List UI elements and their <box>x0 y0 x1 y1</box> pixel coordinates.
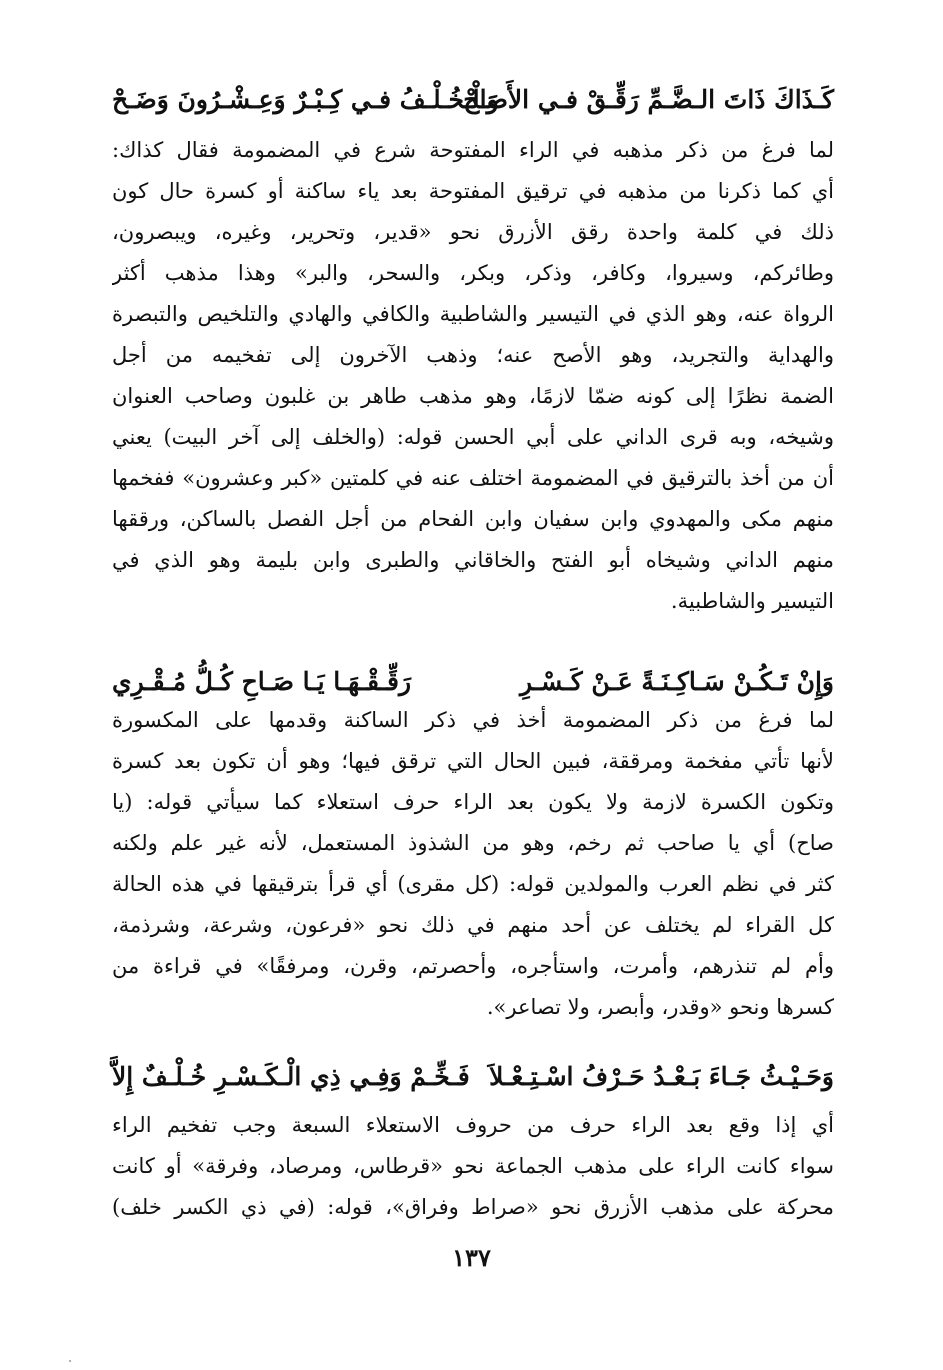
text-line: أي كما ذكرنا من مذهبه في ترقيق المفتوحة بعد ياء ساكنة أو كسرة حال كون <box>112 179 834 203</box>
text-line: الرواة عنه، وهو الذي في التيسير والشاطبية والكافي والهادي والتلخيص والتبصرة <box>112 302 834 326</box>
text-line: منهم الداني وشيخاه أبو الفتح والخاقاني والطبرى وابن بليمة وهو الذي في <box>112 548 834 572</box>
commentary-paragraph-1 <box>112 130 834 622</box>
verse-2-second-hemistich: رَقِّـقْـهَـا يَـا صَـاحِ كُـلُّ مُـقْـرِي <box>112 667 412 696</box>
commentary-paragraph-2 <box>112 700 834 1028</box>
text-line: التيسير والشاطبية. <box>670 589 834 613</box>
verse-line-1 <box>112 75 834 125</box>
text-line: الضمة نظرًا إلى كونه ضمّا لازمًا، وهو مذهب طاهر بن غلبون وصاحب العنوان <box>112 384 834 408</box>
verse-3-second-hemistich: فَـخِّـمْ وَفِـي ذِي الْـكَـسْـرِ خُـلْـفٌ إِلاَّ <box>112 1062 470 1091</box>
text-line: وطائركم، وسيروا، وكافر، وذكر، وبكر، والسحر، والبر» وهذا مذهب أكثر <box>112 261 834 285</box>
text-line: لأنها تأتي مفخمة ومرققة، فبين الحال التي ترقق فيها؛ وهو أن تكون بعد كسرة <box>112 749 834 773</box>
text-line: وتكون الكسرة لازمة ولا يكون بعد الراء حرف استعلاء كما سيأتي قوله: (يا <box>112 790 834 814</box>
verse-1-first-hemistich: كَـذَاكَ ذَاتَ الـضَّـمِّ رَقِّـقْ فـي الأَصَـحْ <box>463 85 834 114</box>
text-line: أي إذا وقع بعد الراء حرف من حروف الاستعلاء السبعة وجب تفخيم الراء <box>112 1113 834 1137</box>
verse-1-second-hemistich: وَالْـخُـلْـفُ فـي كِـبْـرٌ وَعِـشْـرُونَ وَضَـحْ <box>112 85 499 114</box>
text-line: كثر في نظم العرب والمولدين قوله: (كل مقرى) أي قرأ بترقيقها في هذه الحالة <box>112 872 834 896</box>
verse-3-first-hemistich: وَحَـيْـثُ جَـاءَ بَـعْـدُ حَـرْفُ اسْـتِـعْـلاَ <box>489 1062 834 1091</box>
verse-line-3 <box>112 1052 834 1102</box>
text-line: كل القراء لم يختلف عن أحد منهم في ذلك نحو «فرعون، وشرعة، وشرذمة، <box>112 913 834 937</box>
text-line: صاح) أي يا صاحب ثم رخم، وهو من الشذوذ المستعمل، لأنه غير علم ولكنه <box>112 831 834 855</box>
text-line: لما فرغ من ذكر مذهبه في الراء المفتوحة شرع في المضمومة فقال كذاك: <box>112 138 834 162</box>
text-line: منهم مكى والمهدوي وابن سفيان وابن الفحام من أجل الفصل بالساكن، ورققها <box>112 507 834 531</box>
verse-2-first-hemistich: وَإِنْ تَـكُـنْ سَـاكِـنَـةً عَـنْ كَـسْـرِ <box>520 667 834 696</box>
text-line: محركة على مذهب الأزرق نحو «صراط وفراق»، قوله: (في ذي الكسر خلف) <box>112 1195 834 1219</box>
text-line: لما فرغ من ذكر المضمومة أخذ في ذكر الساكنة وقدمها على المكسورة <box>112 708 834 732</box>
text-line: وشيخه، وبه قرى الداني على أبي الحسن قوله: (والخلف إلى آخر البيت) يعني <box>112 425 834 449</box>
text-line: وأم لم تنذرهم، وأمرت، واستأجره، وأحصرتم، وقرن، ومرفقًا» في قراءة من <box>112 954 834 978</box>
page-number: ١٣٧ <box>452 1243 491 1272</box>
scan-speck <box>69 1360 71 1362</box>
text-line: سواء كانت الراء على مذهب الجماعة نحو «قرطاس، ومرصاد، وفرقة» أو كانت <box>112 1154 834 1178</box>
text-line: أن من أخذ بالترقيق في المضمومة اختلف عنه في كلمتين «كبر وعشرون» ففخمها <box>112 466 834 490</box>
text-line: كسرها ونحو «وقدر، وأبصر، ولا تصاعر». <box>486 995 834 1019</box>
commentary-paragraph-3 <box>112 1105 834 1228</box>
text-line: والهداية والتجريد، وهو الأصح عنه؛ وذهب الآخرون إلى تفخيمه من أجل <box>112 343 834 367</box>
text-line: ذلك في كلمة واحدة رقق الأزرق نحو «قدير، وتحرير، وغيره، ويبصرون، <box>112 220 834 244</box>
